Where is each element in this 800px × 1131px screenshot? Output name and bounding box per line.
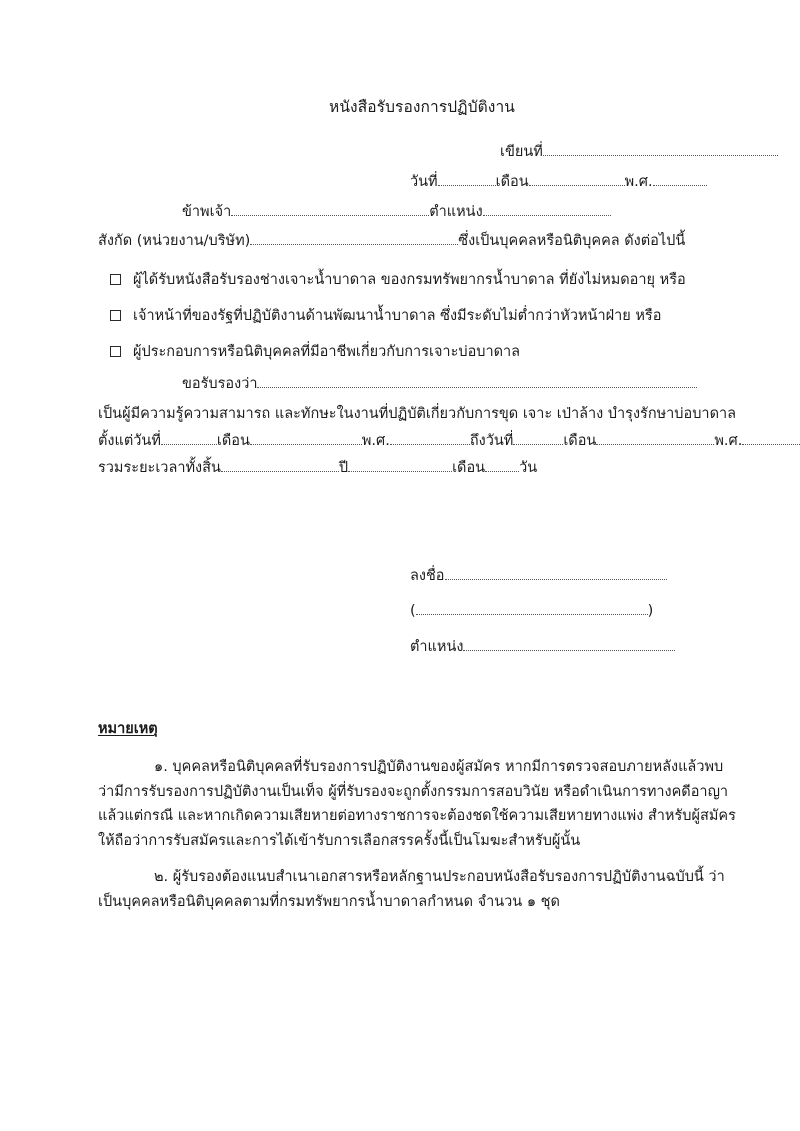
certify-name-input[interactable]: [257, 376, 697, 389]
from-year-input[interactable]: [390, 432, 470, 445]
affiliation-input[interactable]: [250, 232, 458, 245]
date-year-input[interactable]: [653, 173, 707, 186]
written-at-label: เขียนที่: [500, 144, 543, 161]
note-item-2: ๒. ผู้รับรองต้องแนบสำเนาเอกสารหรือหลักฐานประกอบหนังสือรับรองการปฏิบัติงานฉบับนี้ ว่าเป็นบุคคลหรือนิติบุคคลตามที่กรมทรัพยากรน้ำบาดาลกำหนด จำนวน ๑ ชุด: [98, 869, 725, 911]
total-days-label: วัน: [519, 460, 538, 477]
affiliation-row: [98, 230, 738, 253]
date-row: [98, 171, 738, 194]
signature-name-row: [410, 600, 738, 623]
date-year-label: พ.ศ.: [624, 173, 653, 190]
checkbox-label: ผู้ประกอบการหรือนิติบุคคลที่มีอาชีพเกี่ยวกับการเจาะบ่อบาดาล: [133, 343, 521, 360]
self-position-input[interactable]: [483, 203, 611, 216]
paren-close: ): [647, 603, 654, 620]
certify-label: ขอรับรองว่า: [182, 376, 258, 393]
signature-row: [410, 565, 738, 588]
to-year-input[interactable]: [742, 432, 800, 445]
qualification-checkbox-list: [98, 270, 738, 363]
total-days-input[interactable]: [485, 460, 519, 473]
affiliation-label: สังกัด (หน่วยงาน/บริษัท): [98, 232, 251, 249]
date-month-label: เดือน: [495, 173, 529, 190]
total-years-label: ปี: [338, 460, 349, 477]
checkbox-icon[interactable]: [110, 310, 121, 321]
from-month-label: เดือน: [216, 432, 250, 449]
self-name-input[interactable]: [231, 203, 429, 216]
checkbox-item-business-operator[interactable]: [98, 342, 738, 364]
page-title: หนังสือรับรองการปฏิบัติงาน: [329, 98, 515, 116]
from-day-input[interactable]: [161, 432, 217, 445]
date-month-input[interactable]: [529, 173, 625, 186]
signature-position-row: [410, 636, 738, 659]
date-day-input[interactable]: [438, 173, 496, 186]
to-month-input[interactable]: [596, 432, 714, 445]
signature-label: ลงชื่อ: [410, 567, 445, 584]
checkbox-item-government-officer[interactable]: [98, 306, 738, 328]
total-months-label: เดือน: [452, 460, 486, 477]
period-row: [98, 430, 743, 453]
from-year-label: พ.ศ.: [361, 432, 390, 449]
self-label: ข้าพเจ้า: [182, 204, 232, 221]
total-duration-row: [98, 457, 738, 480]
notes-section: [98, 717, 738, 914]
notes-heading: หมายเหตุ: [98, 721, 158, 738]
total-years-input[interactable]: [221, 460, 339, 473]
skill-statement: เป็นผู้มีความรู้ความสามารถ และทักษะในงานที่ปฏิบัติเกี่ยวกับการขุด เจาะ เป่าล้าง บำรุงรักษาบ่อบาดาล: [98, 405, 737, 422]
total-label: รวมระยะเวลาทั้งสิ้น: [98, 460, 221, 477]
self-position-label: ตำแหน่ง: [429, 204, 483, 221]
signature-input[interactable]: [445, 567, 667, 580]
checkbox-label: ผู้ได้รับหนังสือรับรองช่างเจาะน้ำบาดาล ของกรมทรัพยากรน้ำบาดาล ที่ยังไม่หมดอายุ หรือ: [133, 272, 686, 289]
checkbox-label: เจ้าหน้าที่ของรัฐที่ปฏิบัติงานด้านพัฒนาน้ำบาดาล ซึ่งมีระดับไม่ต่ำกว่าหัวหน้าฝ่าย หรือ: [133, 307, 662, 324]
signature-position-input[interactable]: [463, 638, 675, 651]
paren-open: (: [410, 603, 416, 620]
self-row: [98, 201, 738, 224]
written-at-row: [98, 141, 738, 164]
to-date-label: ถึงวันที่: [469, 432, 514, 449]
total-months-input[interactable]: [348, 460, 452, 473]
signature-name-input[interactable]: [416, 603, 648, 616]
to-year-label: พ.ศ.: [714, 432, 743, 449]
signature-position-label: ตำแหน่ง: [410, 638, 464, 655]
affiliation-suffix: ซึ่งเป็นบุคคลหรือนิติบุคคล ดังต่อไปนี้: [458, 232, 686, 249]
date-label: วันที่: [410, 173, 438, 190]
checkbox-icon[interactable]: [110, 346, 121, 357]
note-item-1: ๑. บุคคลหรือนิติบุคคลที่รับรองการปฏิบัติงานของผู้สมัคร หากมีการตรวจสอบภายหลังแล้วพบว่ามีการรับรองการปฏิบัติงานเป็นเท็จ ผู้ที่รับรองจะถูกตั้งกรรมการสอบวินัย หรือดำเนินการทางคดีอาญา แล้วแต่กรณี และหากเกิดความเสียหายต่อทางราชการจะต้องชดใช้ความเสียหายทางแพ่ง สำหรับผู้สมัครให้ถือว่าการรับสมัครและการได้เข้ารับการเลือกสรรครั้งนี้เป็นโมฆะสำหรับผู้นั้น: [98, 758, 736, 849]
checkbox-item-licensed-driller[interactable]: [98, 270, 738, 292]
from-date-label: ตั้งแต่วันที่: [98, 432, 161, 449]
written-at-input[interactable]: [543, 143, 778, 156]
to-month-label: เดือน: [563, 432, 597, 449]
from-month-input[interactable]: [250, 432, 362, 445]
signature-block: [98, 565, 738, 659]
checkbox-icon[interactable]: [110, 274, 121, 285]
to-day-input[interactable]: [513, 432, 563, 445]
document-content: [98, 96, 743, 918]
certify-row: [98, 373, 738, 396]
